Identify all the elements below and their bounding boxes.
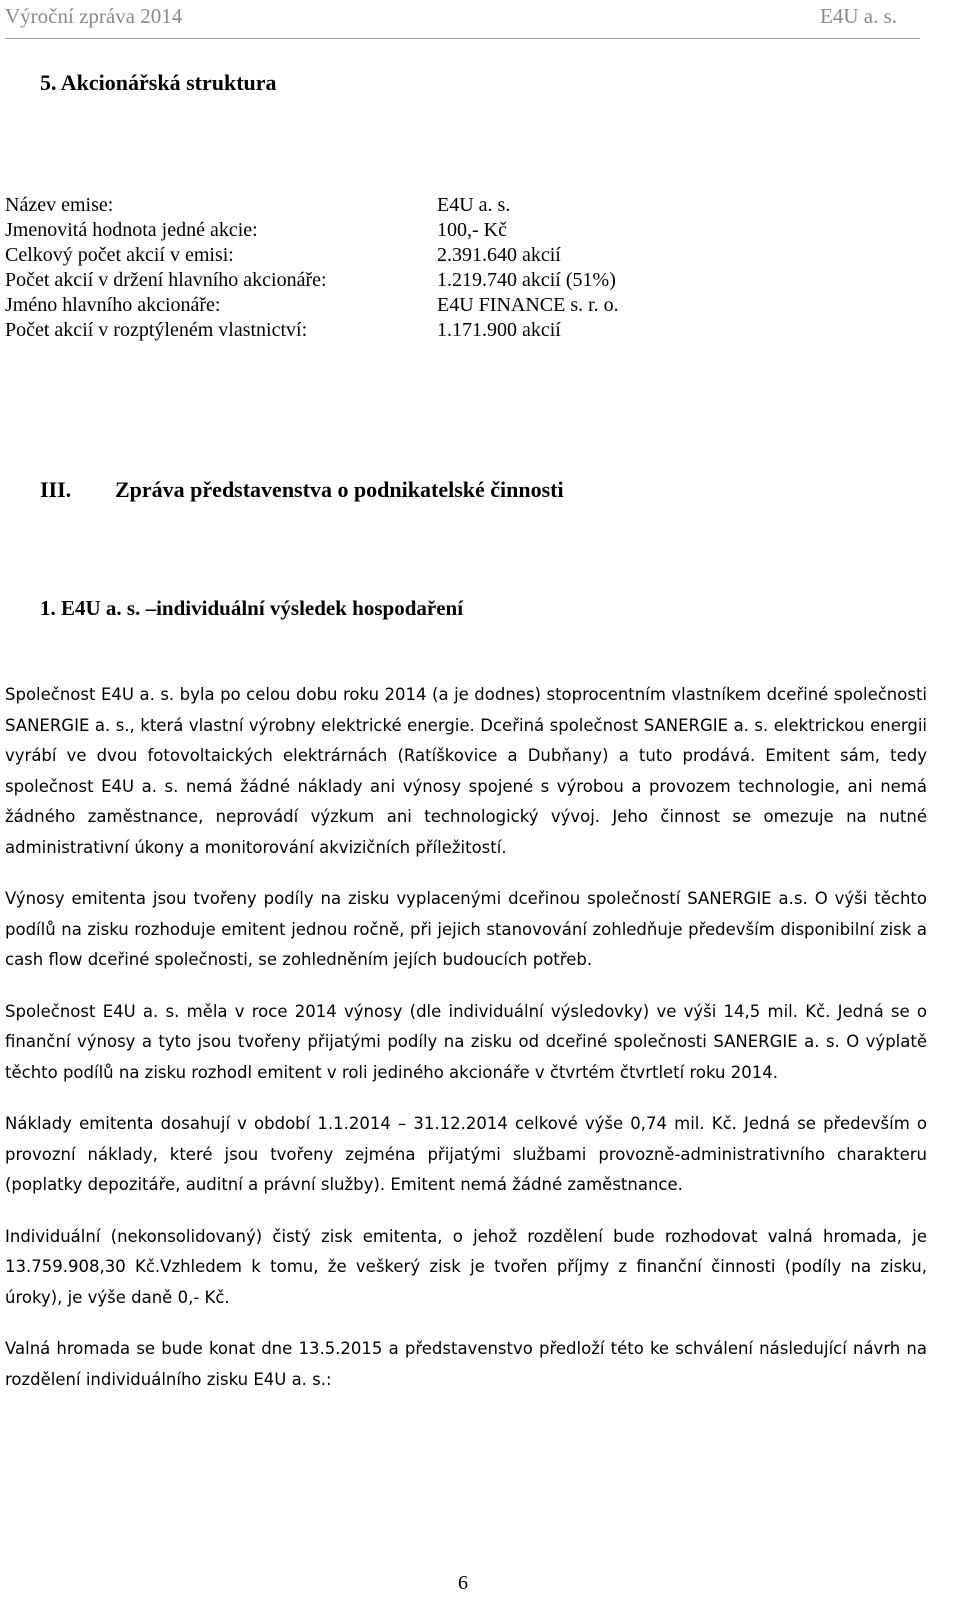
- paragraph: Náklady emitenta dosahují v období 1.1.2014 – 31.12.2014 celkové výše 0,74 mil. Kč. Jedná se především o provozní náklady, které jsou tvořeny zejména přijatými službami provozně-administrativního charakteru (poplatky depozitáře, auditní a právní služby). Emitent nemá žádné zaměstnance.: [5, 1114, 927, 1194]
- running-header-company: E4U a. s.: [820, 4, 897, 28]
- share-info-label: Počet akcií v rozptýleném vlastnictví:: [5, 319, 308, 341]
- share-info-value: 1.219.740 akcií (51%): [437, 269, 616, 291]
- share-info-label: Název emise:: [5, 194, 114, 216]
- share-info-value: E4U FINANCE s. r. o.: [437, 294, 619, 316]
- share-info-label: Celkový počet akcií v emisi:: [5, 244, 234, 266]
- paragraph: Společnost E4U a. s. měla v roce 2014 výnosy (dle individuální výsledovky) ve výši 14,5 mil. Kč. Jedná se o finanční výnosy a tyto jsou tvořeny přijatými podíly na zisku od dceřiné společnosti SANERGIE a. s. O výplatě těchto podílů na zisku rozhodl emitent v roli jediného akcionáře v čtvrtém čtvrtletí roku 2014.: [5, 1001, 927, 1082]
- paragraph: Výnosy emitenta jsou tvořeny podíly na zisku vyplacenými dceřinou společností SANERGIE a.s. O výši těchto podílů na zisku rozhoduje emitent jednou ročně, při jejich stanovování zohledňuje především disponibilní zisk a cash flow dceřiné společnosti, se zohledněním jejích budoucích potřeb.: [5, 889, 927, 969]
- report-body: [5, 680, 927, 1416]
- share-info-value: 1.171.900 akcií: [437, 319, 561, 341]
- share-info-label: Jmenovitá hodnota jedné akcie:: [5, 219, 258, 241]
- page-number: 6: [458, 1572, 468, 1594]
- chapter-number: III.: [40, 477, 72, 502]
- share-info-value: 100,- Kč: [437, 219, 507, 241]
- header-divider: [5, 38, 920, 39]
- paragraph: Individuální (nekonsolidovaný) čistý zisk emitenta, o jehož rozdělení bude rozhodovat valná hromada, je 13.759.908,30 Kč.Vzhledem k tomu, že veškerý zisk je tvořen příjmy z finanční činnosti (podíly na zisku, úroky), je výše daně 0,- Kč.: [5, 1226, 927, 1307]
- subsection-heading: 1. E4U a. s. –individuální výsledek hospodaření: [40, 596, 464, 620]
- paragraph: Společnost E4U a. s. byla po celou dobu roku 2014 (a je dodnes) stoprocentním vlastníkem dceřiné společnosti SANERGIE a. s., která vlastní výrobny elektrické energie. Dceřiná společnost SANERGIE a. s. elektrickou energii vyrábí ve dvou fotovoltaických elektrárnách (Ratíškovice a Dubňany) a tuto prodává. Emitent sám, tedy společnost E4U a. s. nemá žádné náklady ani výnosy spojené s výrobou a provozem technologie, ani nemá žádného zaměstnance, neprovádí výzkum ani technologický vývoj. Jeho činnost se omezuje na nutné administrativní úkony a monitorování akvizičních příležitostí.: [5, 685, 927, 857]
- chapter-title: Zpráva představenstva o podnikatelské činnosti: [115, 477, 564, 502]
- share-info-value: E4U a. s.: [437, 194, 511, 216]
- share-info-label: Počet akcií v držení hlavního akcionáře:: [5, 269, 327, 291]
- share-info-label: Jméno hlavního akcionáře:: [5, 294, 221, 316]
- running-header-title: Výroční zpráva 2014: [5, 4, 183, 28]
- paragraph: Valná hromada se bude konat dne 13.5.2015 a představenstvo předloží této ke schválení následující návrh na rozdělení individuálního zisku E4U a. s.:: [5, 1339, 927, 1389]
- section-heading-shareholder-structure: 5. Akcionářská struktura: [40, 70, 277, 95]
- share-info-value: 2.391.640 akcií: [437, 244, 561, 266]
